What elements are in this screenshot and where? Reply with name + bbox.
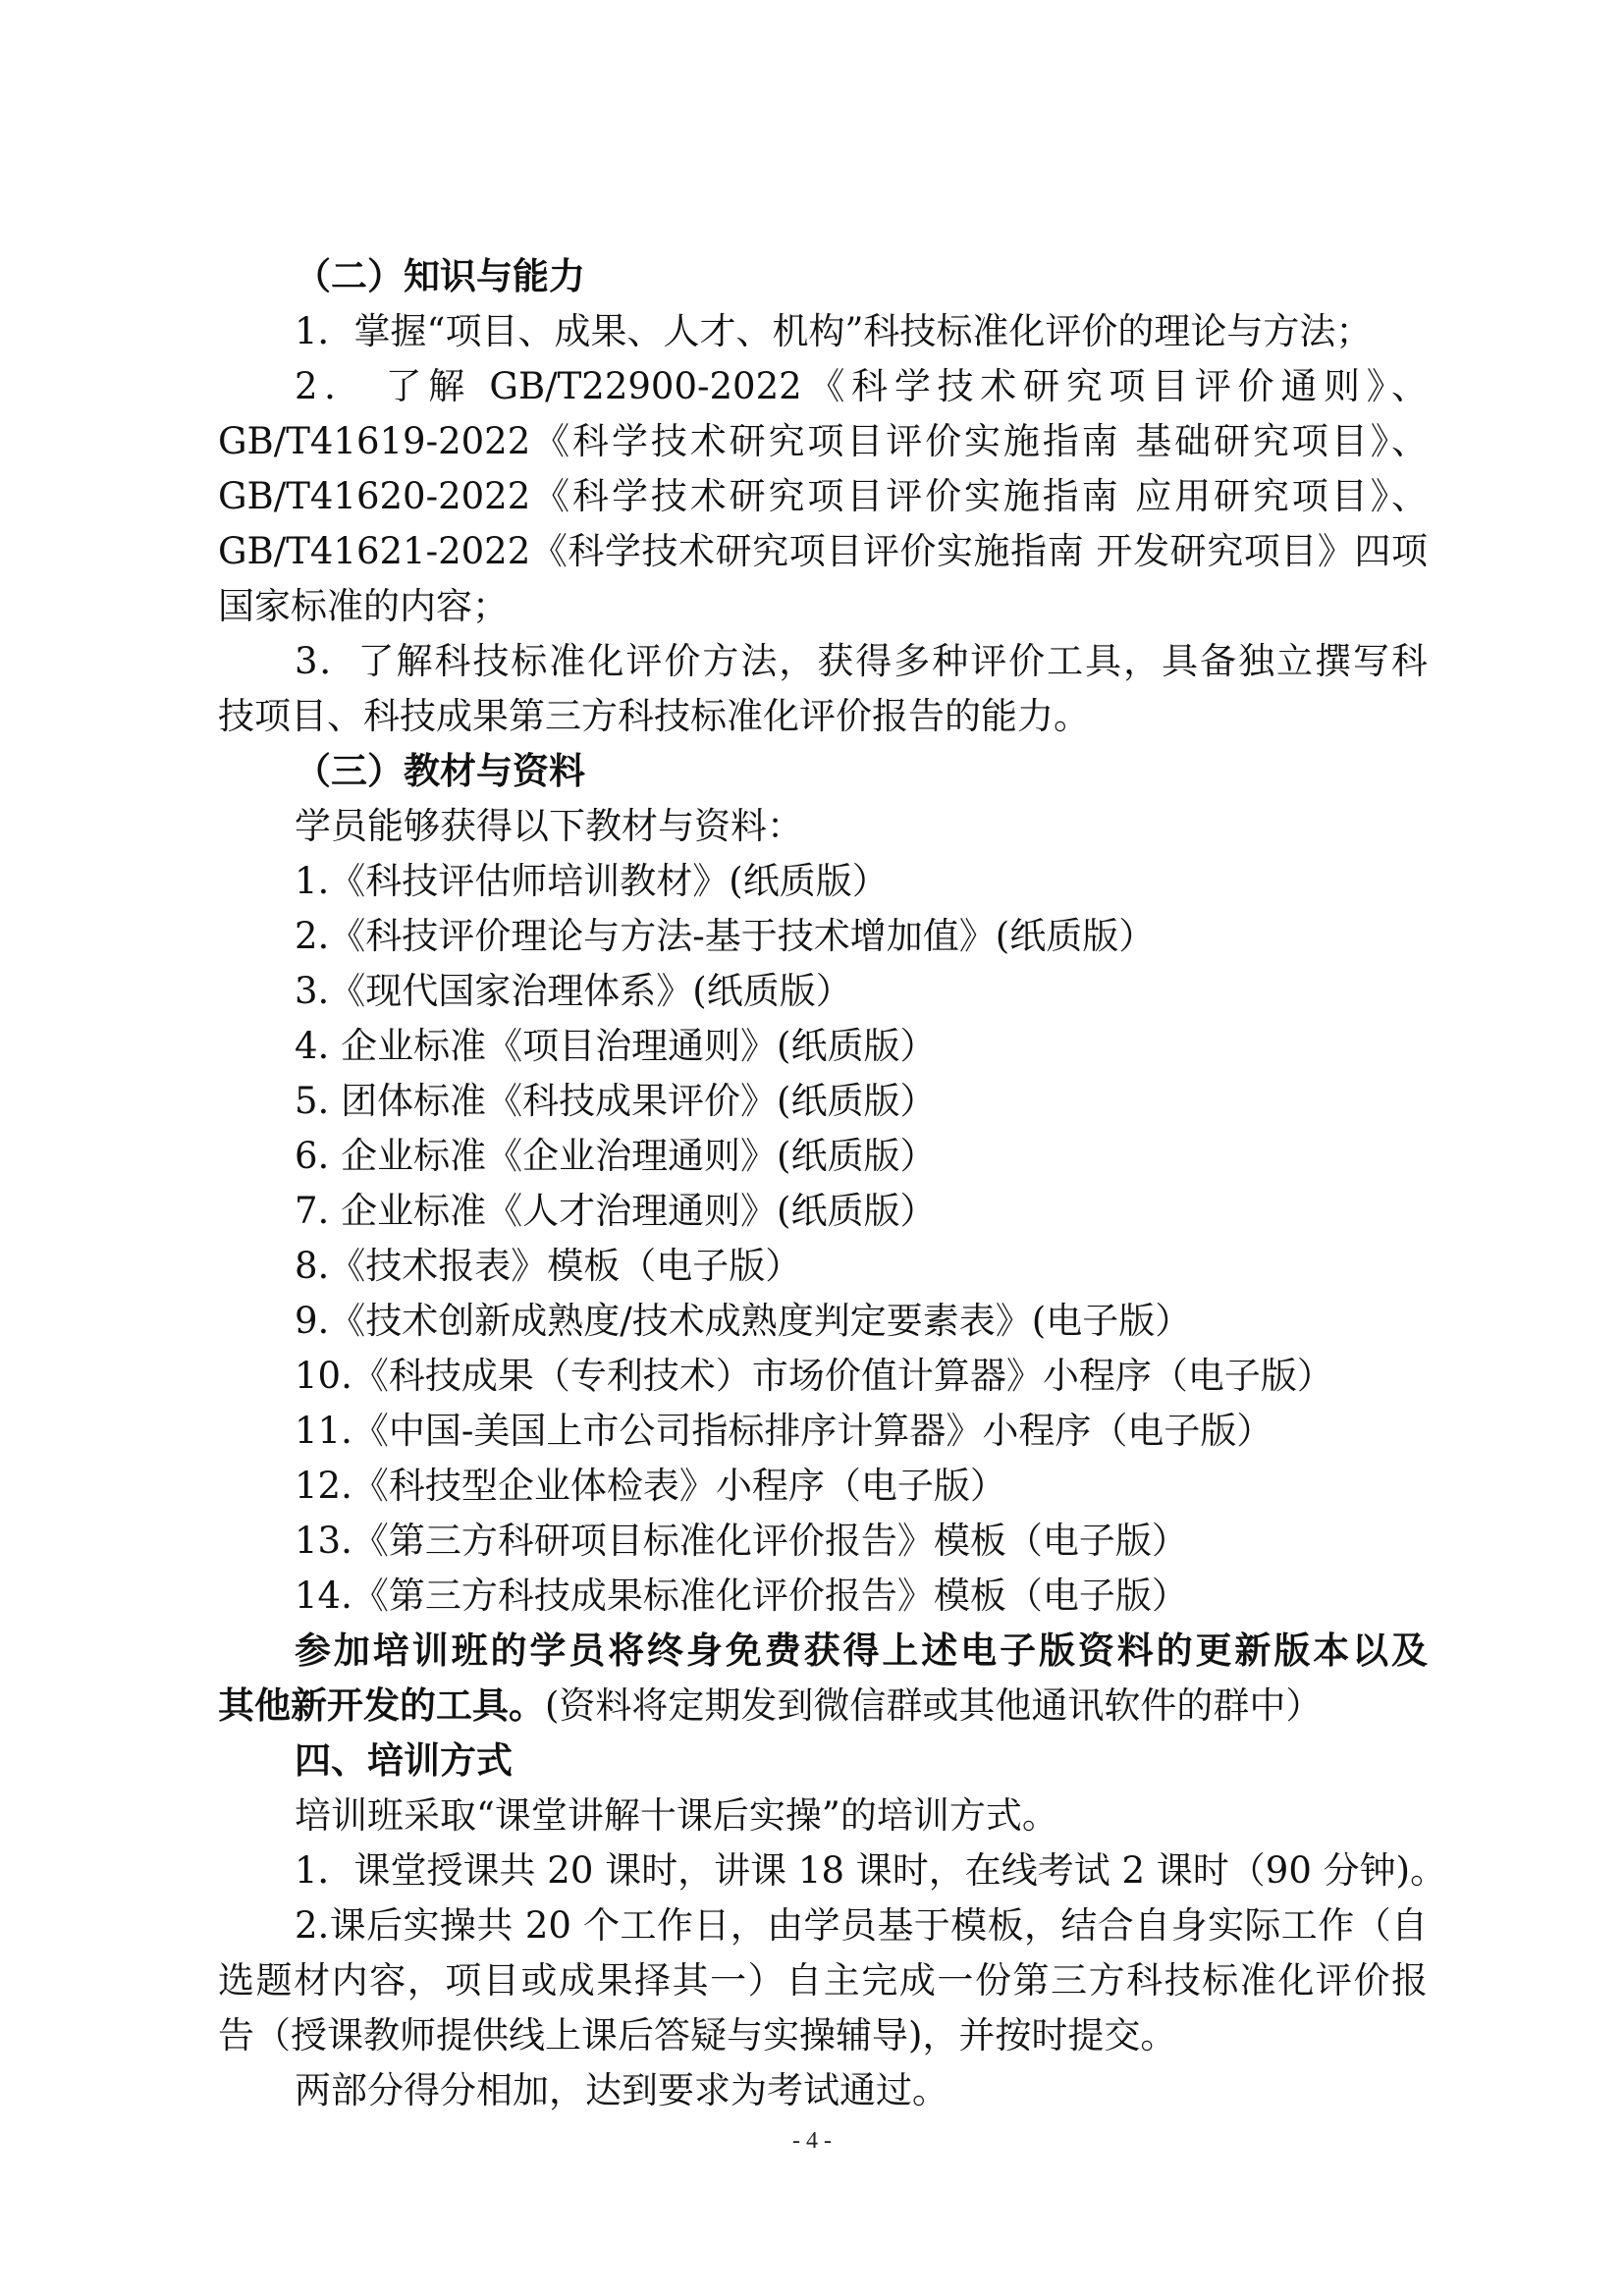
material-item: 10.《科技成果（专利技术）市场价值计算器》小程序（电子版） — [295, 1355, 1333, 1397]
paragraph-line: 国家标准的内容； — [218, 585, 509, 627]
material-item: 2.《科技评价理论与方法-基于技术增加值》(纸质版） — [295, 915, 1156, 957]
paragraph-line: 2.课后实操共 20 个工作日，由学员基于模板，结合自身实际工作（自 — [295, 1904, 1428, 1947]
bold-notice-line: 参加培训班的学员将终身免费获得上述电子版资料的更新版本以及 — [295, 1629, 1428, 1672]
paragraph-line: 1．课堂授课共 20 课时，讲课 18 课时，在线考试 2 课时（90 分钟)。 — [295, 1849, 1447, 1892]
material-item: 5. 团体标准《科技成果评价》(纸质版） — [295, 1080, 937, 1122]
material-item: 1.《科技评估师培训教材》(纸质版） — [295, 860, 889, 902]
paragraph-line: 2． 了解 GB/T22900-2022《科学技术研究项目评价通则》、 — [295, 365, 1428, 407]
paragraph-line: 告（授课教师提供线上课后答疑与实操辅导)，并按时提交。 — [218, 2014, 1177, 2056]
page-number: - 4 - — [792, 2128, 832, 2154]
paragraph-line: 技项目、科技成果第三方科技标准化评价报告的能力。 — [218, 695, 1090, 737]
material-item: 11.《中国-美国上市公司指标排序计算器》小程序（电子版） — [295, 1410, 1273, 1452]
material-item: 9.《技术创新成熟度/技术成熟度判定要素表》(电子版） — [295, 1300, 1192, 1342]
material-item: 14.《第三方科技成果标准化评价报告》模板（电子版） — [295, 1575, 1188, 1617]
paragraph-line: 学员能够获得以下教材与资料： — [295, 805, 803, 847]
material-item: 12.《科技型企业体检表》小程序（电子版） — [295, 1465, 1006, 1507]
material-item: 4. 企业标准《项目治理通则》(纸质版） — [295, 1025, 937, 1067]
material-item: 3.《现代国家治理体系》(纸质版） — [295, 970, 852, 1012]
paragraph-line: GB/T41619-2022《科学技术研究项目评价实施指南 基础研究项目》、 — [218, 420, 1428, 462]
notice-line — [218, 1686, 1624, 1727]
paragraph-line: 两部分得分相加，达到要求为考试通过。 — [295, 2069, 948, 2111]
material-item: 13.《第三方科研项目标准化评价报告》模板（电子版） — [295, 1520, 1188, 1562]
paragraph-line: 选题材内容，项目或成果择其一）自主完成一份第三方科技标准化评价报 — [218, 1959, 1428, 2002]
bold-notice-text: 其他新开发的工具。 — [218, 1684, 545, 1727]
section-heading-training-method: 四、培训方式 — [295, 1739, 513, 1782]
material-item: 8.《技术报表》模板（电子版） — [295, 1245, 802, 1287]
paragraph-line: GB/T41620-2022《科学技术研究项目评价实施指南 应用研究项目》、 — [218, 475, 1428, 517]
paragraph-line: 3．了解科技标准化评价方法，获得多种评价工具，具备独立撰写科 — [295, 640, 1428, 682]
paragraph-line: 培训班采取“课堂讲解十课后实操”的培训方式。 — [295, 1794, 1058, 1837]
notice-remark: (资料将定期发到微信群或其他通讯软件的群中） — [545, 1684, 1323, 1727]
paragraph-line: GB/T41621-2022《科学技术研究项目评价实施指南 开发研究项目》四项 — [218, 530, 1428, 572]
section-heading-materials: （三）教材与资料 — [295, 750, 585, 792]
material-item: 7. 企业标准《人才治理通则》(纸质版） — [295, 1190, 937, 1232]
material-item: 6. 企业标准《企业治理通则》(纸质版） — [295, 1135, 937, 1177]
paragraph-line: 1．掌握“项目、成果、人才、机构”科技标准化评价的理论与方法； — [295, 310, 1373, 352]
section-heading-knowledge: （二）知识与能力 — [295, 255, 585, 297]
